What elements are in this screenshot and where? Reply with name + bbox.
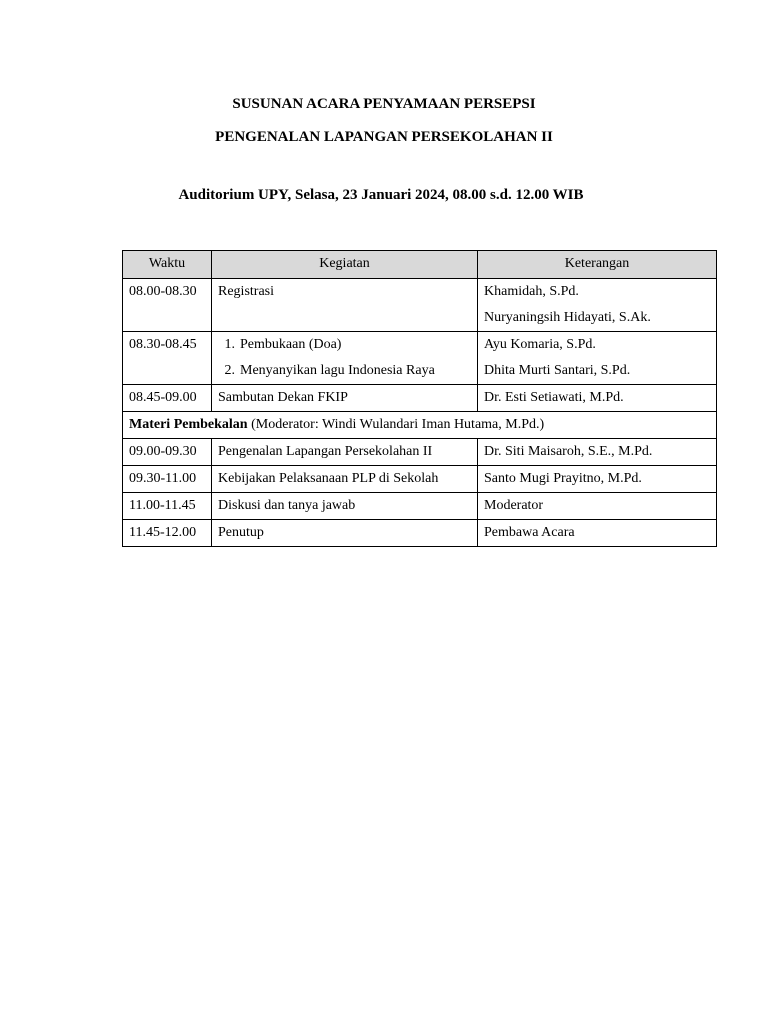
- time-cell: 09.30-11.00: [123, 466, 212, 493]
- time-cell: 11.45-12.00: [123, 520, 212, 547]
- activity-text: Menyanyikan lagu Indonesia Raya: [240, 363, 435, 378]
- activity-text: Registrasi: [218, 284, 274, 299]
- activity-cell: Sambutan Dekan FKIP: [212, 385, 478, 412]
- notes-text: Dhita Murti Santari, S.Pd.: [484, 363, 631, 378]
- activity-cell: Penutup: [212, 520, 478, 547]
- notes-cell: Pembawa Acara: [478, 520, 717, 547]
- header-kegiatan: Kegiatan: [212, 251, 478, 279]
- table-row: [123, 520, 717, 547]
- header-keterangan: Keterangan: [478, 251, 717, 279]
- notes-text: Ayu Komaria, S.Pd.: [484, 337, 596, 352]
- notes-cell: Moderator: [478, 493, 717, 520]
- activity-cell: [212, 332, 478, 385]
- time-cell: 08.45-09.00: [123, 385, 212, 412]
- section-moderator: (Moderator: Windi Wulandari Iman Hutama, M.Pd.): [247, 417, 545, 432]
- document-title: SUSUNAN ACARA PENYAMAAN PERSEPSI: [232, 96, 536, 112]
- notes-cell: Dr. Siti Maisaroh, S.E., M.Pd.: [478, 439, 717, 466]
- notes-cell: Dr. Esti Setiawati, M.Pd.: [478, 385, 717, 412]
- table-row: [123, 332, 717, 385]
- notes-cell: Santo Mugi Prayitno, M.Pd.: [478, 466, 717, 493]
- schedule-table: [122, 250, 717, 547]
- table-row: [123, 279, 717, 332]
- document-subtitle: Auditorium UPY, Selasa, 23 Januari 2024, 08.00 s.d. 12.00 WIB: [178, 187, 584, 203]
- activity-cell: [212, 279, 478, 332]
- table-row: [123, 466, 717, 493]
- section-cell: [123, 412, 717, 439]
- list-item: [218, 358, 471, 384]
- notes-cell: [478, 332, 717, 385]
- section-row: [123, 412, 717, 439]
- document-title-line2: PENGENALAN LAPANGAN PERSEKOLAHAN II: [215, 129, 553, 145]
- time-cell: 09.00-09.30: [123, 439, 212, 466]
- section-title: Materi Pembekalan: [129, 417, 248, 432]
- time-cell: 08.00-08.30: [123, 279, 212, 332]
- header-waktu: Waktu: [123, 251, 212, 279]
- activity-cell: Diskusi dan tanya jawab: [212, 493, 478, 520]
- notes-text: Nuryaningsih Hidayati, S.Ak.: [484, 310, 651, 325]
- time-cell: 08.30-08.45: [123, 332, 212, 385]
- activity-text: Pembukaan (Doa): [240, 337, 342, 352]
- list-item: [218, 332, 471, 358]
- list-number: 1.: [224, 337, 235, 352]
- activity-cell: Kebijakan Pelaksanaan PLP di Sekolah: [212, 466, 478, 493]
- time-cell: 11.00-11.45: [123, 493, 212, 520]
- activity-cell: Pengenalan Lapangan Persekolahan II: [212, 439, 478, 466]
- table-row: [123, 439, 717, 466]
- table-row: [123, 493, 717, 520]
- notes-text: Khamidah, S.Pd.: [484, 284, 579, 299]
- table-row: [123, 385, 717, 412]
- notes-cell: [478, 279, 717, 332]
- list-number: 2.: [224, 363, 235, 378]
- table-header-row: [123, 251, 717, 279]
